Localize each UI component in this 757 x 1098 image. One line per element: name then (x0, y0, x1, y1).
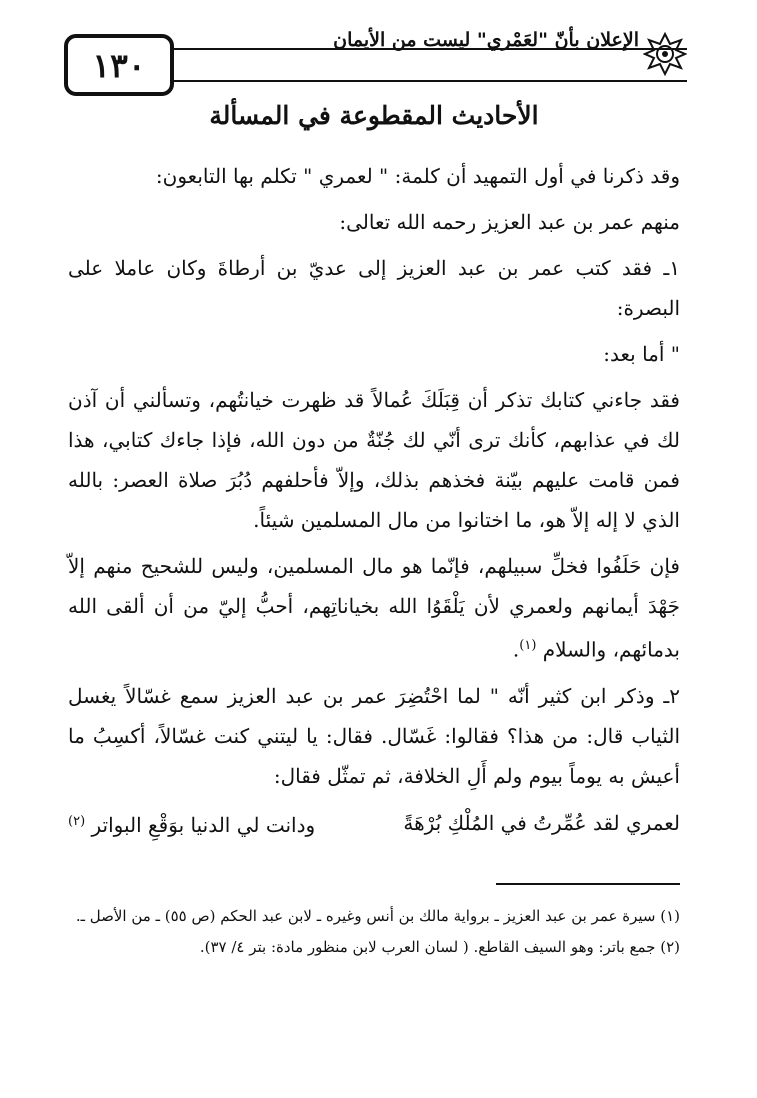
chapter-title: الأحاديث المقطوعة في المسألة (209, 101, 539, 130)
poem-verse (68, 802, 680, 846)
poem-hemistich-left (68, 802, 315, 846)
paragraph-7: ٢ـ وذكر ابن كثير أنّه " لما احْتُضِرَ عمر بن عبد العزيز سمع غسّالاً يغسل الثياب قال: من هذا؟ فقالوا: غَسّال. فقال: يا ليتني كنت غسّالاً، أكسِبُ ما أعيش به يوماً بيوم ولم أَلِ الخلافة، ثم تمثّل فقال: (68, 683, 680, 788)
running-title: الإعلان بأنّ "لعَمْري" ليست من الأيمان (333, 29, 639, 51)
paragraph-4: " أما بعد: (603, 342, 680, 366)
footnote-ref-2: (٢) (68, 813, 86, 829)
footnote-2: (٢) جمع باتر: وهو السيف القاطع. ( لسان العرب لابن منظور مادة: بتر ٤/ ٣٧). (199, 938, 680, 957)
page-content (68, 96, 680, 965)
footnote-ref-1: (١) (519, 638, 537, 653)
footnote-1: (١) سيرة عمر بن عبد العزيز ـ برواية مالك بن أنس وغيره ـ لابن عبد الحكم (ص ٥٥) ـ من الأصل ـ. (75, 907, 680, 926)
paragraph-3: ١ـ فقد كتب عمر بن عبد العزيز إلى عديّ بن أرطاةَ وكان عاملا على البصرة: (68, 256, 680, 320)
paragraph-2: منهم عمر بن عبد العزيز رحمه الله تعالى: (339, 210, 680, 234)
poem-hemistich-right: لعمري لقد عُمِّرتُ في المُلْكِ بُرْهَةً (403, 811, 680, 836)
header-rule-bottom (102, 80, 687, 82)
page-header (64, 28, 687, 90)
paragraph-1: وقد ذكرنا في أول التمهيد أن كلمة: " لعمري " تكلم بها التابعون: (155, 164, 680, 188)
paragraph-5: فقد جاءني كتابك تذكر أن قِبَلَكَ عُمالاً قد ظهرت خيانتُهم، وتسألني أن آذن لك في عذابهم، كأنك ترى أنّي لك جُنّةٌ من دون الله، فإذا جاءك كتابي، هذا فمن قامت عليهم بيّنة فخذهم بذلك، وإلاّ فأحلفهم دُبُرَ صلاة العصر: بالله الذي لا إله إلاّ هو، ما اختانوا من مال المسلمين شيئاً. (68, 388, 680, 532)
paragraph-6-text: فإن حَلَفُوا فخلِّ سبيلهم، فإنّما هو مال المسلمين، وليس للشحيح منهم إلاّ جَهْدَ أيمانهم ولعمري لأن يَلْقَوُا الله بخياناتِهم، أحبُّ إليّ من أن ألقى الله بدمائهم، والسلام (68, 554, 680, 662)
poem-left-text: ودانت لي الدنيا بوَقْعِ البواتر (91, 813, 316, 838)
page-number: ١٣٠ (92, 45, 146, 85)
page-number-box (64, 34, 174, 96)
ornament-icon (643, 32, 687, 76)
paragraph-6: فإن حَلَفُوا فخلِّ سبيلهم، فإنّما هو مال المسلمين، وليس للشحيح منهم إلاّ جَهْدَ أيمانهم ولعمري لأن يَلْقَوُا الله بخياناتِهم، أحبُّ إليّ من أن ألقى الله بدمائهم، والسلام $^{(١)}$. (68, 554, 680, 662)
footnote-separator (496, 883, 680, 885)
